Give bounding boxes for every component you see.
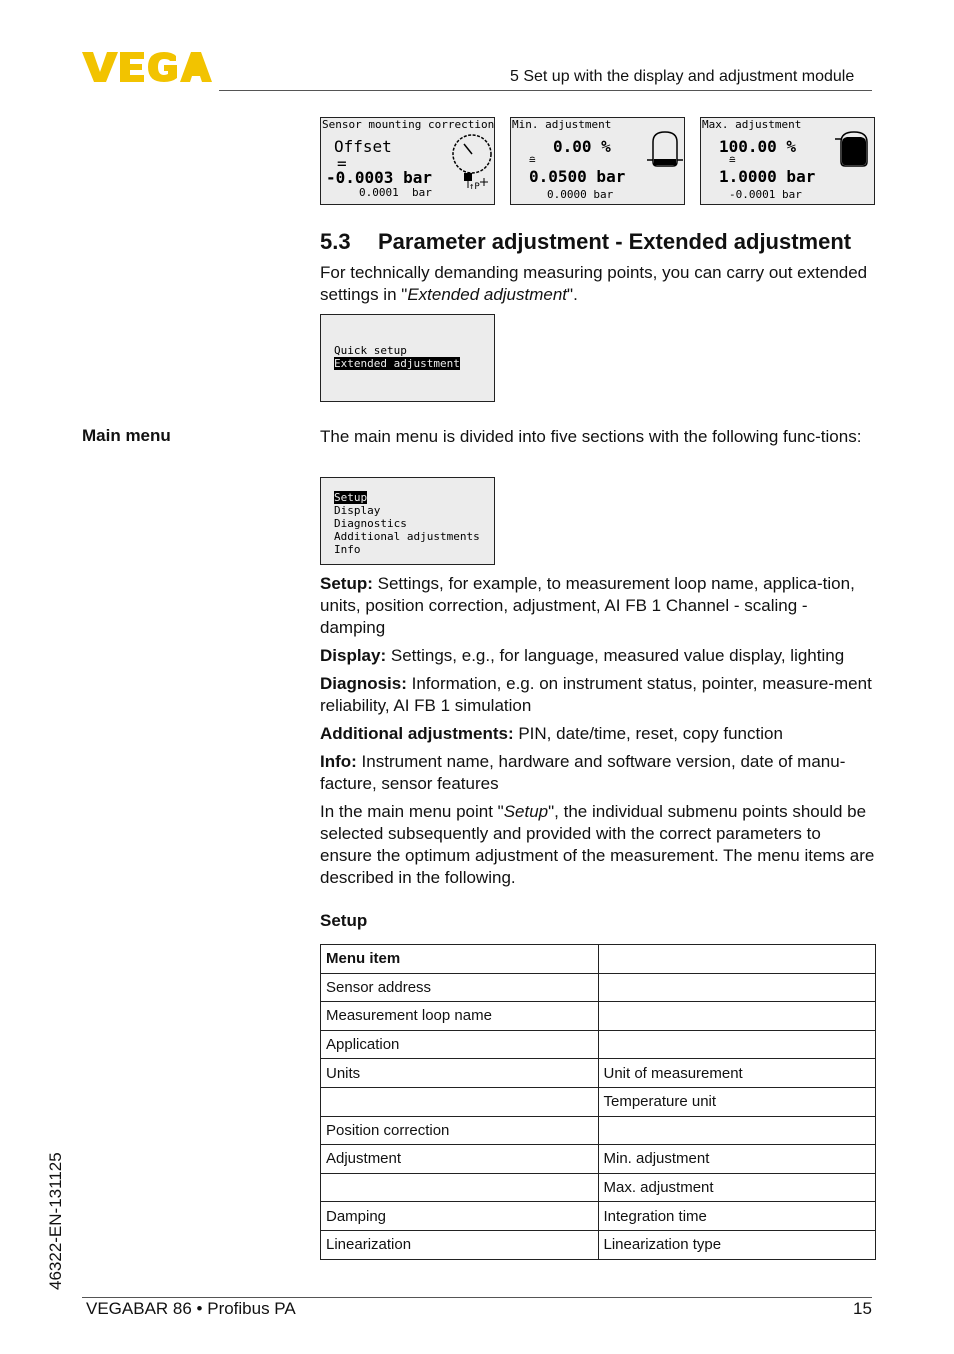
outro-text: In the main menu point " <box>320 802 504 821</box>
main-menu-intro: The main menu is divided into five sections with the following func-tions: <box>320 427 862 446</box>
table-cell: Linearization type <box>598 1230 876 1259</box>
lcd-title: Min. adjustment <box>512 118 612 131</box>
table-row <box>321 1230 876 1259</box>
table-cell: Min. adjustment <box>598 1145 876 1174</box>
lcd-line4: -0.0001 bar <box>729 188 802 201</box>
table-cell <box>321 1087 599 1116</box>
desc-setup <box>320 573 876 639</box>
table-cell: Measurement loop name <box>321 1002 599 1031</box>
table-row <box>321 1173 876 1202</box>
document-number: 46322-EN-131125 <box>46 1152 65 1290</box>
desc-diagnosis <box>320 673 876 717</box>
table-cell: Temperature unit <box>598 1087 876 1116</box>
pressure-arrow-label: ↑P <box>469 182 480 192</box>
header-divider <box>219 90 872 91</box>
lcd-max-adjustment <box>700 117 875 205</box>
footer-divider <box>82 1297 872 1298</box>
lcd-title: Max. adjustment <box>702 118 802 131</box>
lcd-line1: 0.00 % <box>553 137 611 156</box>
menu-item-setup: Setup <box>334 491 368 504</box>
menu-item-quick-setup: Quick setup <box>334 344 407 357</box>
header-section-title: 5 Set up with the display and adjustment module <box>510 68 855 85</box>
side-label-main-menu: Main menu <box>82 426 171 445</box>
table-cell: Sensor address <box>321 973 599 1002</box>
vega-logo <box>82 50 212 84</box>
menu-item-additional-adjustments: Additional adjustments <box>334 530 480 543</box>
desc-term: Diagnosis: <box>320 674 407 693</box>
table-row <box>321 1145 876 1174</box>
page-number: 15 <box>853 1299 872 1318</box>
table-cell: Max. adjustment <box>598 1173 876 1202</box>
table-cell: Application <box>321 1030 599 1059</box>
desc-text: Instrument name, hardware and software version, date of manu-facture, sensor features <box>320 752 846 793</box>
table-cell: Damping <box>321 1202 599 1231</box>
desc-term: Additional adjustments: <box>320 724 514 743</box>
menu-item-display: Display <box>334 504 381 517</box>
lcd-line3: -0.0003 bar <box>326 168 432 187</box>
section-number: 5.3 <box>320 229 351 254</box>
setup-table <box>320 944 876 1260</box>
table-row <box>321 1202 876 1231</box>
table-row <box>321 1087 876 1116</box>
main-menu-outro <box>320 801 876 889</box>
desc-text: Settings, for example, to measurement loop name, applica-tion, units, position correction, adjustment, AI FB 1 Channel - scaling - damping <box>320 574 855 637</box>
menu-item-extended-adjustment: Extended adjustment <box>334 357 460 370</box>
lcd-line3: 1.0000 bar <box>719 167 816 186</box>
lcd-line3: 0.0500 bar <box>529 167 626 186</box>
table-cell: Linearization <box>321 1230 599 1259</box>
outro-emphasis: Setup <box>503 802 549 821</box>
table-header-row <box>321 945 876 974</box>
lcd-min-adjustment <box>510 117 685 205</box>
table-cell <box>598 1030 876 1059</box>
table-cell: Unit of measurement <box>598 1059 876 1088</box>
table-header-cell <box>598 945 876 974</box>
table-cell: Adjustment <box>321 1145 599 1174</box>
table-row <box>321 1059 876 1088</box>
table-cell <box>598 1002 876 1031</box>
menu-item-info: Info <box>334 543 361 556</box>
desc-term: Setup: <box>320 574 373 593</box>
section-heading <box>320 229 851 255</box>
table-cell <box>598 1116 876 1145</box>
intro-emphasis: Extended adjustment <box>407 285 568 304</box>
lcd-sensor-mounting-correction <box>320 117 495 205</box>
footer-product: VEGABAR 86 • Profibus PA <box>86 1299 296 1318</box>
desc-display <box>320 645 876 667</box>
lcd-line2: = <box>337 154 347 173</box>
desc-text: Information, e.g. on instrument status, pointer, measure-ment reliability, AI FB 1 simulation <box>320 674 872 715</box>
lcd-line4: 0.0000 bar <box>547 188 614 201</box>
desc-term: Info: <box>320 752 357 771</box>
lcd-line4: 0.0001 bar <box>359 186 432 199</box>
lcd-line2: ≘ <box>529 154 536 167</box>
desc-info <box>320 751 876 795</box>
desc-term: Display: <box>320 646 387 665</box>
tank-empty-icon <box>647 130 683 170</box>
section-title: Parameter adjustment - Extended adjustment <box>378 229 852 254</box>
table-row <box>321 1002 876 1031</box>
table-cell: Integration time <box>598 1202 876 1231</box>
desc-text: Settings, e.g., for language, measured value display, lighting <box>386 646 845 665</box>
lcd-start-menu <box>320 314 495 402</box>
table-cell: Position correction <box>321 1116 599 1145</box>
section-intro <box>320 262 876 306</box>
table-header-cell: Menu item <box>321 945 599 974</box>
lcd-line1: Offset <box>334 137 392 156</box>
table-row <box>321 973 876 1002</box>
tank-full-icon <box>835 130 873 170</box>
intro-text: For technically demanding measuring points, you can carry out extended settings in " <box>320 263 868 304</box>
outro-text-end: ", the individual submenu points should be selected subsequently and provided with the correct parameters to ensure the optimum adjustment of the measurement. The menu items are described in the following. <box>320 802 875 887</box>
menu-item-diagnostics: Diagnostics <box>334 517 407 530</box>
lcd-title: Sensor mounting correction <box>322 118 495 131</box>
table-row <box>321 1116 876 1145</box>
setup-heading: Setup <box>320 911 368 930</box>
table-cell: Units <box>321 1059 599 1088</box>
desc-additional-adjustments <box>320 723 876 745</box>
lcd-line1: 100.00 % <box>719 137 797 156</box>
desc-text: PIN, date/time, reset, copy function <box>513 724 783 743</box>
intro-text-end: ". <box>567 285 578 304</box>
lcd-line2: ≘ <box>729 154 736 167</box>
lcd-main-menu <box>320 477 495 565</box>
table-cell <box>321 1173 599 1202</box>
table-cell <box>598 973 876 1002</box>
table-row <box>321 1030 876 1059</box>
